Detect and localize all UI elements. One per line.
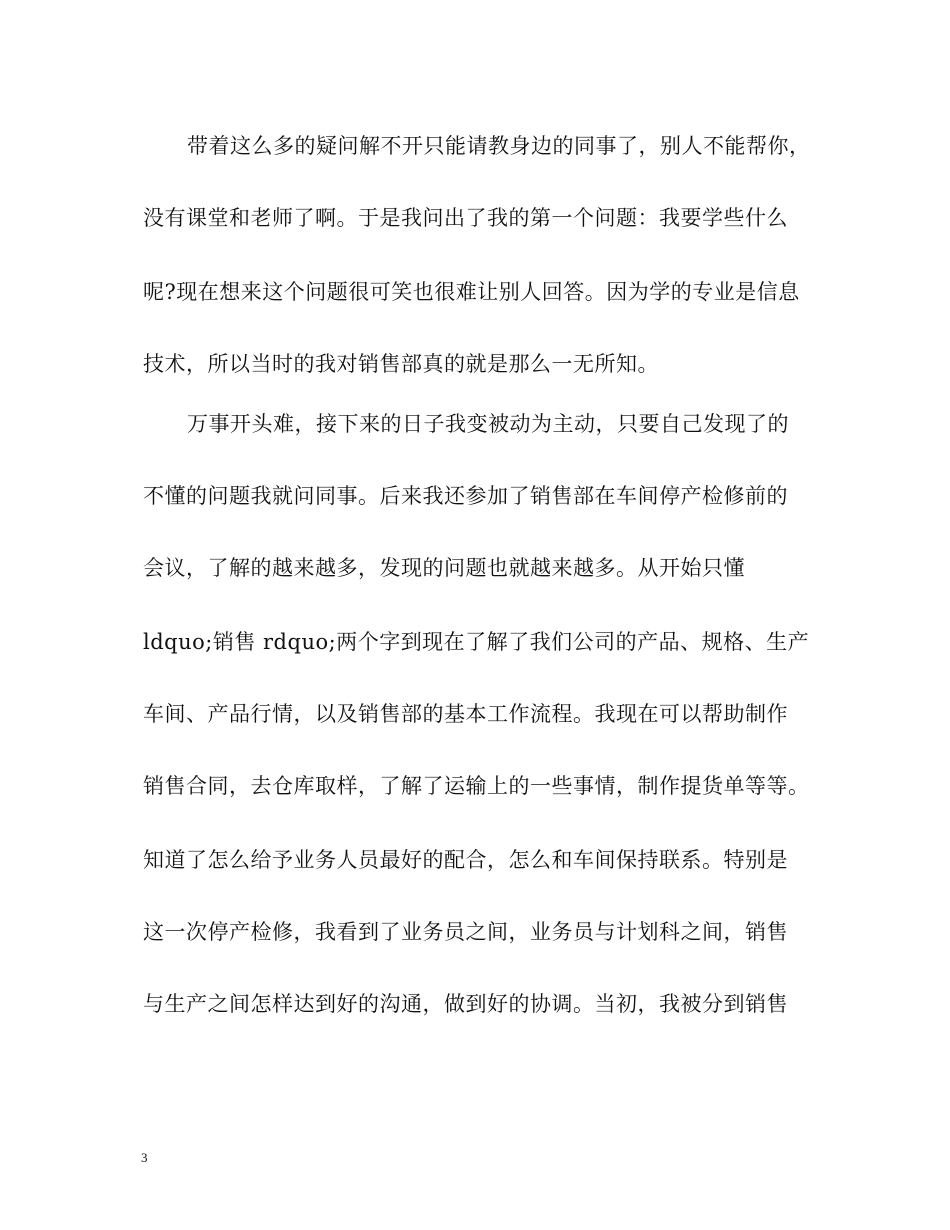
text-line: 销售合同，去仓库取样，了解了运输上的一些事情，制作提货单等等。	[143, 774, 810, 798]
text-line: 呢?现在想来这个问题很可笑也很难让别人回答。因为学的专业是信息	[143, 280, 800, 304]
text-line: 这一次停产检修，我看到了业务员之间，业务员与计划科之间，销售	[143, 920, 788, 944]
text-line: 万事开头难，接下来的日子我变被动为主动，只要自己发现了的	[187, 412, 789, 436]
page-number: 3	[141, 1150, 148, 1165]
text-line: 车间、产品行情，以及销售部的基本工作流程。我现在可以帮助制作	[143, 702, 788, 726]
text-line: 知道了怎么给予业务人员最好的配合，怎么和车间保持联系。特别是	[143, 848, 788, 872]
text-line: 技术，所以当时的我对销售部真的就是那么一无所知。	[143, 352, 659, 376]
text-line: 与生产之间怎样达到好的沟通，做到好的协调。当初，我被分到销售	[143, 992, 788, 1016]
text-line: 没有课堂和老师了啊。于是我问出了我的第一个问题：我要学些什么	[143, 206, 788, 230]
text-line: 带着这么多的疑问解不开只能请教身边的同事了，别人不能帮你，	[187, 134, 811, 158]
text-line: ldquo;销售 rdquo;两个字到现在了解了我们公司的产品、规格、生产	[143, 630, 810, 654]
text-line: 会议，了解的越来越多，发现的问题也就越来越多。从开始只懂	[143, 556, 745, 580]
text-line: 不懂的问题我就问同事。后来我还参加了销售部在车间停产检修前的	[143, 484, 788, 508]
